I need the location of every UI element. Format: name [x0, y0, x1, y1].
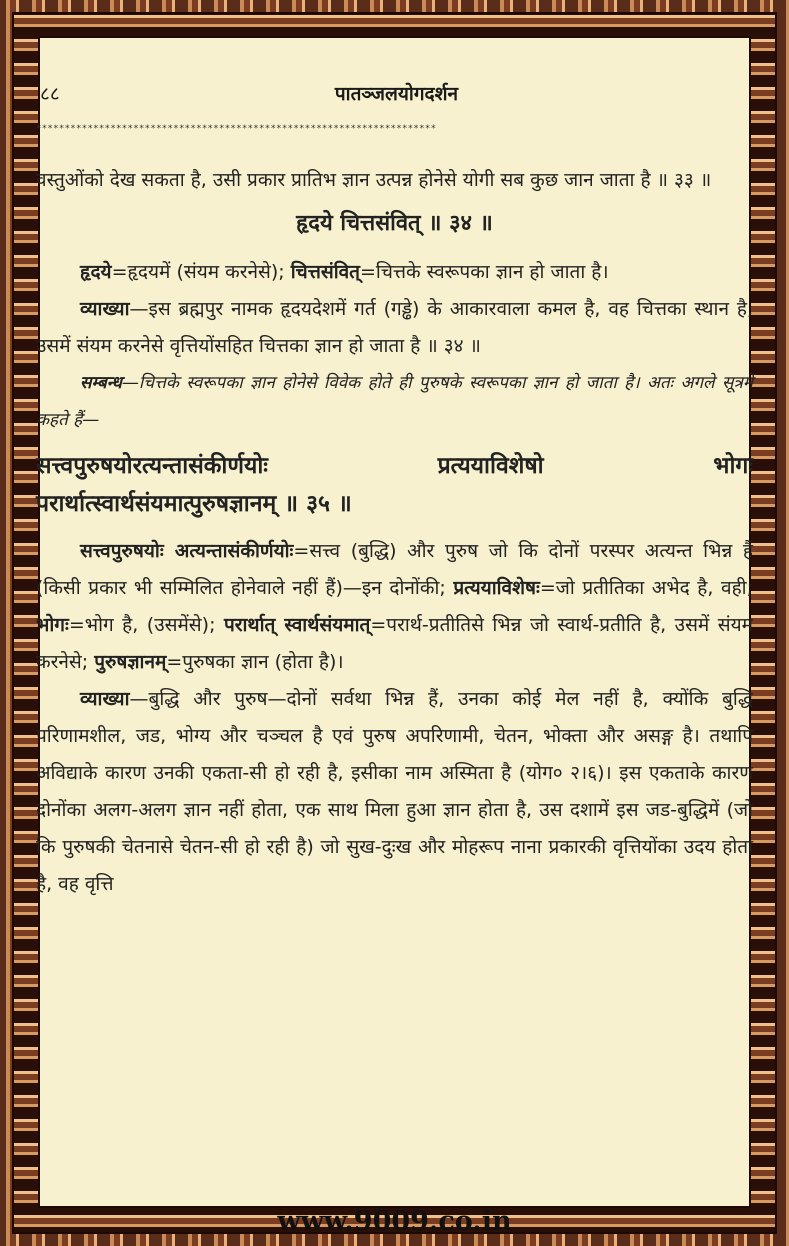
- commentary-text: —इस ब्रह्मपुर नामक हृदयदेशमें गर्त (गड्ढे) के आकारवाला कमल है, वह चित्तका स्थान है, उसमें संयम करनेसे वृत्तियोंसहित चित्तका ज्ञान हो जाता है ॥ ३४ ॥: [36, 298, 753, 357]
- page-body: [36, 162, 753, 903]
- website-watermark: www.9009.co.in: [277, 1206, 512, 1237]
- meaning: =जो प्रतीतिका अभेद है, वही;: [539, 577, 753, 599]
- meaning: =पुरुषका ज्ञान (होता है)।: [166, 651, 344, 673]
- commentary-label: व्याख्या: [80, 298, 130, 320]
- term: चित्तसंवित्: [290, 261, 361, 283]
- term: पुरुषज्ञानम्: [94, 651, 167, 673]
- running-title: पातञ्जलयोगदर्शन: [334, 83, 459, 105]
- sutra-35-line-2: परार्थात्स्वार्थसंयमात्पुरुषज्ञानम् ॥ ३५ ॥: [36, 491, 352, 517]
- sutra-34-word-meaning: [36, 254, 753, 291]
- term: परार्थात् स्वार्थसंयमात्: [223, 614, 371, 636]
- paragraph-continuation: वस्तुओंको देख सकता है, उसी प्रकार प्रातिभ ज्ञान उत्पन्न होनेसे योगी सब कुछ जान जाता है ॥ ३३ ॥: [36, 169, 712, 191]
- meaning: =परार्थ-प्रतीतिसे भिन्न जो स्वार्थ-प्रतीति है, उसमें संयम करनेसे;: [36, 614, 753, 673]
- meaning: =सत्त्व (बुद्धि) और पुरुष जो कि दोनों परस्पर अत्यन्त भिन्न हैं (किसी प्रकार भी सम्मिलित होनेवाले नहीं हैं)—इन दोनोंकी;: [36, 540, 754, 599]
- sutra-35-line-1: सत्त्वपुरुषयोरत्यन्तासंकीर्णयोः प्रत्ययाविशेषो भोगः: [36, 453, 753, 479]
- sutra-34-commentary: [36, 291, 753, 365]
- commentary-label: व्याख्या: [80, 688, 130, 710]
- page-number: ८८: [40, 83, 60, 105]
- term: सत्त्वपुरुषयोः अत्यन्तासंकीर्णयोः: [80, 540, 294, 562]
- sutra-34: हृदये चित्तसंवित् ॥ ३४ ॥: [296, 211, 493, 236]
- context-text: —चित्तके स्वरूपका ज्ञान होनेसे विवेक होते ही पुरुषके स्वरूपका ज्ञान हो जाता है। अतः अगले सूत्रमें कहते हैं—: [36, 373, 753, 430]
- term: भोगः: [36, 614, 69, 636]
- commentary-text: —बुद्धि और पुरुष—दोनों सर्वथा भिन्न हैं, उनका कोई मेल नहीं है, क्योंकि बुद्धि परिणामशील, जड, भोग्य और चञ्चल है एवं पुरुष अपरिणामी, चेतन, भोक्ता और असङ्ग है। तथापि अविद्याके कारण उनकी एकता-सी हो रही है, इसीका नाम अस्मिता है (योग० २।६)। इस एकताके कारण दोनोंका अलग-अलग ज्ञान नहीं होता, एक साथ मिला हुआ ज्ञान होता है, उस दशामें इस जड-बुद्धिमें (जो कि पुरुषकी चेतनासे चेतन-सी हो रही है) जो सुख-दुःख और मोहरूप नाना प्रकारकी वृत्तियोंका उदय होता है, वह वृत्ति: [36, 688, 753, 895]
- context-note: [36, 365, 753, 439]
- sutra-35-commentary: [36, 681, 753, 903]
- sutra-35-word-meaning: [36, 533, 753, 681]
- sutra-35: [36, 447, 753, 523]
- meaning: =हृदयमें (संयम करनेसे);: [111, 261, 291, 283]
- meaning: =भोग है, (उसमेंसे);: [68, 614, 224, 636]
- context-label: सम्बन्ध: [80, 373, 122, 393]
- term: हृदये: [80, 261, 112, 283]
- page-header: [40, 80, 753, 110]
- meaning: =चित्तके स्वरूपका ज्ञान हो जाता है।: [360, 261, 609, 283]
- header-separator: **********************************************************************: [36, 124, 437, 134]
- term: प्रत्ययाविशेषः: [453, 577, 540, 599]
